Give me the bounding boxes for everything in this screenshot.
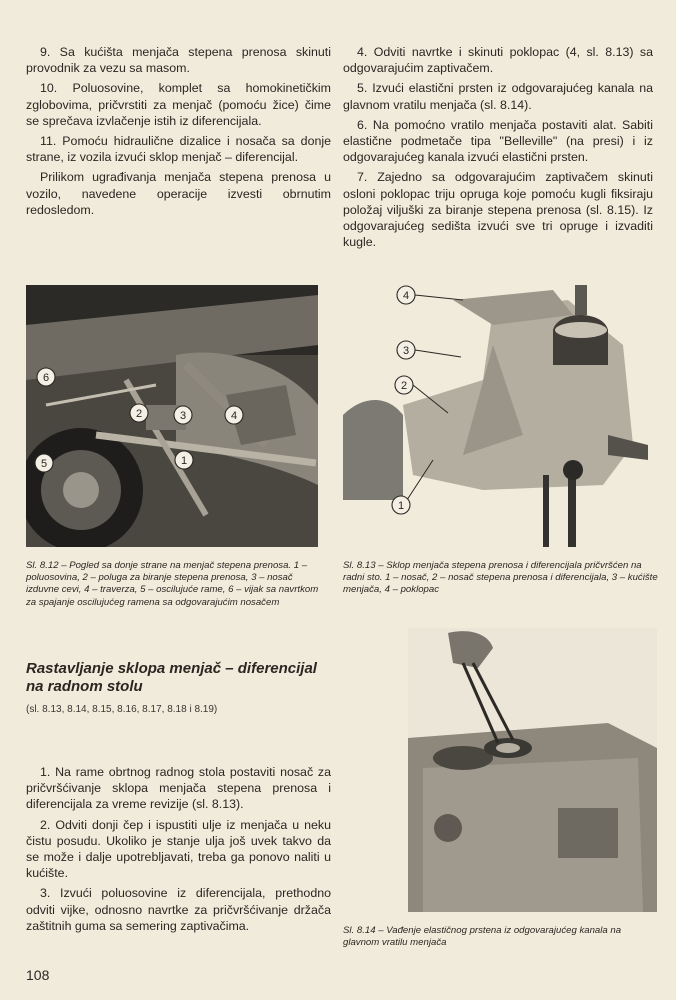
svg-text:4: 4 bbox=[402, 290, 410, 302]
paragraph: 1. Na rame obrtnog radnog stola postaviti nosač za pričvršćivanje sklopa menjača stepena prenosa i diferencijala za vreme revizije (sl. 8.13). bbox=[26, 765, 331, 812]
section-heading: Rastavljanje sklopa menjač – diferencijal na radnom stolu bbox=[26, 660, 317, 695]
callout-4 bbox=[397, 286, 415, 304]
callout-3 bbox=[397, 341, 415, 359]
paragraph: 11. Pomoću hidraulične dizalice i nosača sa donje strane, iz vozila izvući sklop menjač – diferencijal. bbox=[26, 134, 331, 165]
paragraph: Prilikom ugrađivanja menjača stepena prenosa u vozilo, navedene operacije izvesti obrnutim redosledom. bbox=[26, 170, 331, 217]
figure-8-12-caption: Sl. 8.12 – Pogled sa donje strane na menjač stepena prenosa. 1 – poluosovina, 2 – poluga za biranje stepena prenosa, 3 – nosač izduvne cevi, 4 – traverza, 5 – oscilujuće rame, 6 – vijak sa navrtkom za spajanje oscilujućeg ramena sa odgovarajućim nosačem bbox=[26, 560, 319, 608]
svg-text:5: 5 bbox=[40, 458, 48, 470]
paragraph: 2. Odviti donji čep i ispustiti ulje iz menjača u neku čistu posudu. Ukoliko je stanje ulja još uvek takvo da se može i dalje upotrebljavati, treba ga ponovo naliti u kućište. bbox=[26, 817, 331, 881]
page-number: 108 bbox=[26, 967, 50, 983]
svg-text:1: 1 bbox=[397, 500, 405, 512]
callout-6 bbox=[37, 368, 55, 386]
paragraph: 9. Sa kućišta menjača stepena prenosa skinuti provodnik za vezu sa masom. bbox=[26, 45, 331, 76]
callout-3 bbox=[174, 406, 192, 424]
paragraph: 3. Izvući poluosovine iz diferencijala, prethodno odviti vijke, odnosno navrtke za pričvršćivanje držača zaštitnih guma sa semering zaptivačima. bbox=[26, 886, 331, 933]
left-column-bottom-text bbox=[26, 764, 331, 938]
paragraph: 5. Izvući elastični prsten iz odgovarajućeg kanala na glavnom vratilu menjača (sl. 8.14). bbox=[343, 81, 653, 112]
right-column-top-text bbox=[343, 44, 653, 254]
callout-1 bbox=[175, 451, 193, 469]
svg-text:2: 2 bbox=[400, 380, 408, 392]
left-column-top-text bbox=[26, 44, 331, 222]
svg-text:4: 4 bbox=[230, 410, 238, 422]
figure-8-14-caption: Sl. 8.14 – Vađenje elastičnog prstena iz odgovarajućeg kanala na glavnom vratilu menjača bbox=[343, 925, 622, 949]
callout-2 bbox=[395, 376, 413, 394]
svg-text:3: 3 bbox=[402, 345, 410, 357]
figure-8-13-caption: Sl. 8.13 – Sklop menjača stepena prenosa i diferencijala pričvršćen na radni sto. 1 – nosač, 2 – nosač stepena prenosa i diferencijala, 3 – kućište menjača, 4 – poklopac bbox=[343, 560, 658, 596]
paragraph: 4. Odviti navrtke i skinuti poklopac (4, sl. 8.13) sa odgovarajućim zaptivačem. bbox=[343, 45, 653, 76]
svg-text:3: 3 bbox=[179, 410, 187, 422]
svg-text:6: 6 bbox=[42, 372, 50, 384]
callout-1 bbox=[392, 496, 410, 514]
paragraph: 6. Na pomoćno vratilo menjača postaviti alat. Sabiti elastične podmetače tipa "Belleville" (na presi) i iz odgovarajućeg kanala izvući elastični prsten. bbox=[343, 117, 653, 165]
svg-text:2: 2 bbox=[135, 408, 143, 420]
callout-5 bbox=[35, 454, 53, 472]
section-figure-references: (sl. 8.13, 8.14, 8.15, 8.16, 8.17, 8.18 i 8.19) bbox=[26, 704, 218, 715]
figure-8-13-photo bbox=[343, 285, 657, 547]
figure-8-14-photo bbox=[408, 628, 657, 912]
paragraph: 10. Poluosovine, komplet sa homokinetičkim zglobovima, pričvrstiti za menjač (pomoću žice) čime se sprečava izvlačenje istih iz diferencijala. bbox=[26, 81, 331, 128]
callout-2 bbox=[130, 404, 148, 422]
callout-4 bbox=[225, 406, 243, 424]
figure-8-12-photo bbox=[26, 285, 318, 547]
svg-text:1: 1 bbox=[180, 455, 188, 467]
paragraph: 7. Zajedno sa odgovarajućim zaptivačem skinuti osloni poklopac triju opruga koje pomoću kugli fiksiraju položaj viljuški za biranje stepena prenosa (sl. 8.15). Iz odgovarajućeg sedišta izvući sve tri opruge i izvaditi kugle. bbox=[343, 170, 653, 250]
